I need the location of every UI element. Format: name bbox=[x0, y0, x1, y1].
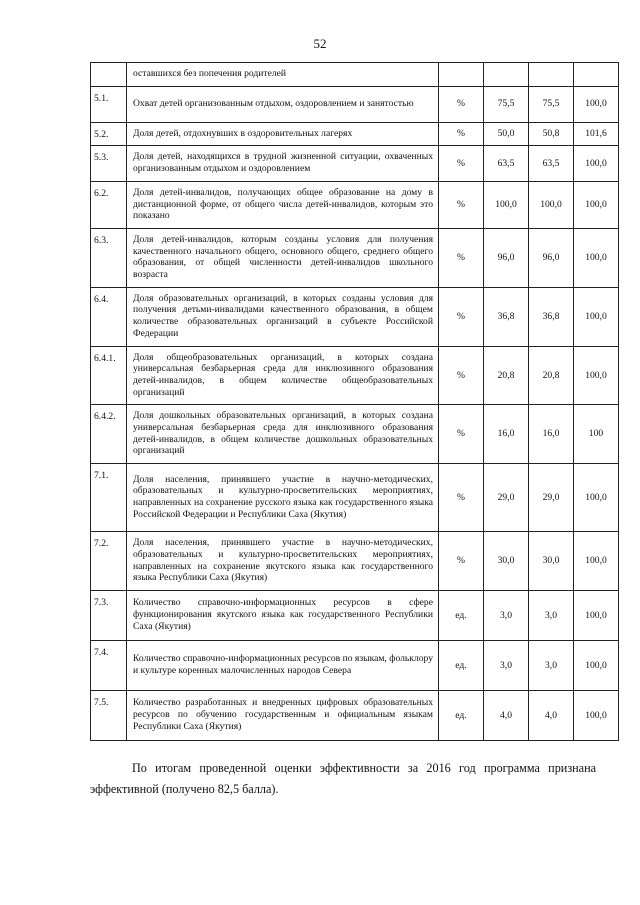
unit-cell: % bbox=[439, 146, 484, 181]
planned-value-cell: 50,0 bbox=[484, 122, 529, 146]
row-number-cell: 7.4. bbox=[91, 640, 127, 690]
indicators-table bbox=[90, 62, 619, 741]
unit-cell: % bbox=[439, 464, 484, 532]
planned-value-cell: 96,0 bbox=[484, 228, 529, 287]
achievement-percent-cell: 100,0 bbox=[574, 690, 619, 740]
actual-value-cell: 96,0 bbox=[529, 228, 574, 287]
indicator-name-cell: Доля детей-инвалидов, получающих общее образование на дому в дистанционной форме, от общего числа детей-инвалидов, которым это показано bbox=[127, 181, 439, 228]
table-row bbox=[91, 146, 619, 181]
conclusion-paragraph: По итогам проведенной оценки эффективности за 2016 год программа признана эффективной (получено 82,5 балла). bbox=[90, 761, 596, 796]
actual-value-cell: 63,5 bbox=[529, 146, 574, 181]
row-number-cell: 7.2. bbox=[91, 532, 127, 591]
row-number-cell: 6.4.1. bbox=[91, 346, 127, 405]
unit-cell: % bbox=[439, 346, 484, 405]
indicator-name-cell: Доля детей, находящихся в трудной жизненной ситуации, охваченных организованным отдыхом и оздоровлением bbox=[127, 146, 439, 181]
table-row bbox=[91, 122, 619, 146]
planned-value-cell: 4,0 bbox=[484, 690, 529, 740]
indicator-name-cell: Доля детей, отдохнувших в оздоровительных лагерях bbox=[127, 122, 439, 146]
actual-value-cell: 50,8 bbox=[529, 122, 574, 146]
actual-value-cell: 30,0 bbox=[529, 532, 574, 591]
indicator-name-cell: Охват детей организованным отдыхом, оздоровлением и занятостью bbox=[127, 86, 439, 122]
unit-cell: % bbox=[439, 405, 484, 464]
page-number: 52 bbox=[313, 36, 327, 51]
achievement-percent-cell: 100,0 bbox=[574, 532, 619, 591]
indicator-name-cell: Доля образовательных организаций, в которых созданы условия для получения детьми-инвалидами качественного образования, в общем количестве образовательных организаций в субъекте Российской Федерации bbox=[127, 287, 439, 346]
actual-value-cell: 16,0 bbox=[529, 405, 574, 464]
actual-value-cell: 20,8 bbox=[529, 346, 574, 405]
actual-value-cell: 100,0 bbox=[529, 181, 574, 228]
unit-cell: % bbox=[439, 287, 484, 346]
achievement-percent-cell: 100,0 bbox=[574, 181, 619, 228]
unit-cell bbox=[439, 63, 484, 87]
unit-cell: % bbox=[439, 86, 484, 122]
planned-value-cell: 3,0 bbox=[484, 590, 529, 640]
table-row bbox=[91, 590, 619, 640]
achievement-percent-cell: 101,6 bbox=[574, 122, 619, 146]
indicator-name-cell: Доля населения, принявшего участие в научно-методических, образовательных и культурно-просветительских мероприятиях, направленных на сохранение русского языка как государственного языка Российской Федерации и Республики Саха (Якутия) bbox=[127, 464, 439, 532]
table-row bbox=[91, 405, 619, 464]
row-number-cell: 7.1. bbox=[91, 464, 127, 532]
indicator-name-cell: Доля общеобразовательных организаций, в которых создана универсальная безбарьерная среда для инклюзивного образования детей-инвалидов, в общем количестве общеобразовательных организаций bbox=[127, 346, 439, 405]
achievement-percent-cell: 100,0 bbox=[574, 590, 619, 640]
row-number-cell: 5.1. bbox=[91, 86, 127, 122]
row-number-cell: 5.3. bbox=[91, 146, 127, 181]
planned-value-cell: 75,5 bbox=[484, 86, 529, 122]
table-row bbox=[91, 640, 619, 690]
table-row bbox=[91, 346, 619, 405]
indicators-table-body bbox=[91, 63, 619, 741]
actual-value-cell: 36,8 bbox=[529, 287, 574, 346]
row-number-cell: 6.2. bbox=[91, 181, 127, 228]
table-row bbox=[91, 532, 619, 591]
row-number-cell: 6.4. bbox=[91, 287, 127, 346]
table-row bbox=[91, 464, 619, 532]
planned-value-cell bbox=[484, 63, 529, 87]
planned-value-cell: 100,0 bbox=[484, 181, 529, 228]
table-row bbox=[91, 63, 619, 87]
unit-cell: % bbox=[439, 228, 484, 287]
planned-value-cell: 30,0 bbox=[484, 532, 529, 591]
actual-value-cell: 75,5 bbox=[529, 86, 574, 122]
actual-value-cell: 29,0 bbox=[529, 464, 574, 532]
planned-value-cell: 29,0 bbox=[484, 464, 529, 532]
indicator-name-cell: Доля детей-инвалидов, которым созданы условия для получения качественного начального общего, основного общего, среднего общего образования, от общей численности детей-инвалидов школьного возраста bbox=[127, 228, 439, 287]
row-number-cell: 6.3. bbox=[91, 228, 127, 287]
row-number-cell bbox=[91, 63, 127, 87]
indicator-name-cell: Доля дошкольных образовательных организаций, в которых создана универсальная безбарьерная среда для инклюзивного образования детей-инвалидов, в общем количестве дошкольных образовательных организаций bbox=[127, 405, 439, 464]
row-number-cell: 7.3. bbox=[91, 590, 127, 640]
planned-value-cell: 3,0 bbox=[484, 640, 529, 690]
planned-value-cell: 36,8 bbox=[484, 287, 529, 346]
table-row bbox=[91, 86, 619, 122]
achievement-percent-cell: 100,0 bbox=[574, 464, 619, 532]
unit-cell: % bbox=[439, 532, 484, 591]
row-number-cell: 6.4.2. bbox=[91, 405, 127, 464]
achievement-percent-cell: 100,0 bbox=[574, 640, 619, 690]
indicator-name-cell: Количество справочно-информационных ресурсов в сфере функционирования якутского языка как государственного Республики Саха (Якутия) bbox=[127, 590, 439, 640]
achievement-percent-cell: 100,0 bbox=[574, 146, 619, 181]
achievement-percent-cell: 100,0 bbox=[574, 228, 619, 287]
unit-cell: ед. bbox=[439, 690, 484, 740]
actual-value-cell: 3,0 bbox=[529, 640, 574, 690]
unit-cell: % bbox=[439, 122, 484, 146]
unit-cell: % bbox=[439, 181, 484, 228]
achievement-percent-cell: 100,0 bbox=[574, 346, 619, 405]
achievement-percent-cell: 100,0 bbox=[574, 287, 619, 346]
unit-cell: ед. bbox=[439, 640, 484, 690]
table-row bbox=[91, 181, 619, 228]
actual-value-cell: 3,0 bbox=[529, 590, 574, 640]
indicator-name-cell: Количество разработанных и внедренных цифровых образовательных ресурсов по обучению государственным и официальным языкам Республики Саха (Якутия) bbox=[127, 690, 439, 740]
actual-value-cell: 4,0 bbox=[529, 690, 574, 740]
indicator-name-cell: оставшихся без попечения родителей bbox=[127, 63, 439, 87]
row-number-cell: 5.2. bbox=[91, 122, 127, 146]
planned-value-cell: 63,5 bbox=[484, 146, 529, 181]
achievement-percent-cell: 100,0 bbox=[574, 86, 619, 122]
planned-value-cell: 20,8 bbox=[484, 346, 529, 405]
unit-cell: ед. bbox=[439, 590, 484, 640]
planned-value-cell: 16,0 bbox=[484, 405, 529, 464]
table-row bbox=[91, 690, 619, 740]
indicator-name-cell: Доля населения, принявшего участие в научно-методических, образовательных и культурно-просветительских мероприятиях, направленных на сохранение якутского языка как государственного языка Республики Саха (Якутия) bbox=[127, 532, 439, 591]
indicator-name-cell: Количество справочно-информационных ресурсов по языкам, фольклору и культуре коренных малочисленных народов Севера bbox=[127, 640, 439, 690]
table-row bbox=[91, 228, 619, 287]
row-number-cell: 7.5. bbox=[91, 690, 127, 740]
achievement-percent-cell: 100 bbox=[574, 405, 619, 464]
achievement-percent-cell bbox=[574, 63, 619, 87]
table-row bbox=[91, 287, 619, 346]
actual-value-cell bbox=[529, 63, 574, 87]
